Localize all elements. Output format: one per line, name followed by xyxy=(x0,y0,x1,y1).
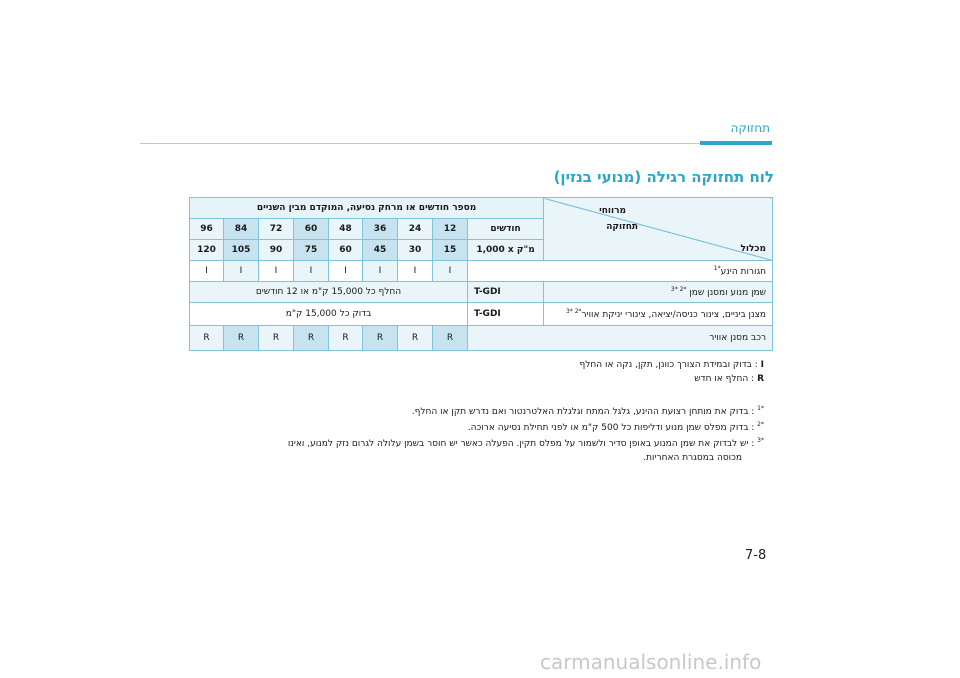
value-cell: R xyxy=(433,326,468,351)
table-header-row xyxy=(190,198,773,219)
value-cell: R xyxy=(294,326,329,351)
item-label-text: חגורות הינע xyxy=(720,267,767,277)
legend-item: I : בדוק ובמידת הצורך כוונן, תקן, נקה או החלף xyxy=(579,360,764,370)
footnote-mark: *2 *3 xyxy=(670,286,687,293)
interval-text: בדוק כל 15,000 ק"מ xyxy=(190,303,468,326)
footnote-text: בדוק את מותחן רצועת ההינע, גלגל המתח וגלגלת האלטרנטור ואם נדרש תקן או החלף. xyxy=(411,407,749,417)
watermark: carmanualsonline.info xyxy=(540,650,762,674)
item-label-text: מצנן ביניים, צינור כניסה/יציאה, צינורי יניקת אוויר xyxy=(581,310,767,320)
distance-cell: 90 xyxy=(259,240,294,261)
distance-label: 1,000 x מ"ק xyxy=(468,240,544,261)
footnote: $^{*1}$ : בדוק את מותחן רצועת ההינע, גלגל המתח וגלגלת האלטרנטור ואם נדרש תקן או החלף. xyxy=(411,405,764,417)
footnote-mark: *3 xyxy=(757,437,764,444)
distance-cell: 45 xyxy=(363,240,398,261)
months-cell: 96 xyxy=(190,219,224,240)
page-title: לוח תחזוקה רגילה (מנועי בנזין) xyxy=(553,168,774,186)
footnote: $^{*2}$ : בדוק מפלס שמן מנוע ודליפות כל 500 ק"מ או לפני תחילת נסיעה ארוכה. xyxy=(467,421,764,433)
value-cell: R xyxy=(190,326,224,351)
footnote-text: יש לבדוק את שמן המנוע באופן סדיר ולשמור על מפלס תקין. הפעלה כאשר יש חוסר בשמן עלולה לגרום נזק למנוע, ואינו xyxy=(287,439,749,449)
corner-cell xyxy=(544,198,773,261)
value-cell: R xyxy=(398,326,433,351)
legend-text: בדוק ובמידת הצורך כוונן, תקן, נקה או החלף xyxy=(579,360,752,370)
value-cell: R xyxy=(363,326,398,351)
distance-cell: 60 xyxy=(329,240,363,261)
months-cell: 48 xyxy=(329,219,363,240)
value-cell: R xyxy=(259,326,294,351)
footnote-continuation: מכוסה במסגרת האחריות. xyxy=(643,453,742,463)
distance-cell: 105 xyxy=(224,240,259,261)
item-label-text: שמן מנוע ומסנן שמן xyxy=(689,288,767,298)
months-label: חודשים xyxy=(468,219,544,240)
corner-bottom-label: מכלול xyxy=(740,244,767,254)
header-accent-bar xyxy=(700,141,772,145)
months-cell: 84 xyxy=(224,219,259,240)
months-cell: 12 xyxy=(433,219,468,240)
header-divider xyxy=(140,143,772,144)
legend xyxy=(580,360,764,388)
value-cell: I xyxy=(398,261,433,282)
value-cell: R xyxy=(224,326,259,351)
footnote-mark: *2 *3 xyxy=(565,308,582,315)
months-cell: 24 xyxy=(398,219,433,240)
interval-text: החלף כל 15,000 ק"מ או 12 חודשים xyxy=(190,282,468,303)
distance-cell: 120 xyxy=(190,240,224,261)
months-cell: 72 xyxy=(259,219,294,240)
engine-type: T-GDI xyxy=(468,303,544,326)
distance-cell: 15 xyxy=(433,240,468,261)
intercooler-row xyxy=(190,303,773,326)
page-number: 7-8 xyxy=(745,548,767,563)
distance-cell: 30 xyxy=(398,240,433,261)
footnotes xyxy=(288,405,764,467)
value-cell: I xyxy=(224,261,259,282)
footnote-mark: *2 xyxy=(757,421,764,428)
footnote-mark: *1 xyxy=(713,265,721,272)
header-span: מספר חודשים או מרחק נסיעה, המוקדם מבין השניים xyxy=(190,198,544,219)
corner-top-label: מרווחי xyxy=(599,206,627,216)
legend-text: החלף או חדש xyxy=(694,374,749,384)
item-label xyxy=(468,261,773,282)
maintenance-table xyxy=(189,197,773,351)
item-label: רכב מסנן אוויר xyxy=(468,326,773,351)
value-cell: I xyxy=(363,261,398,282)
legend-key: I xyxy=(760,360,764,370)
months-cell: 60 xyxy=(294,219,329,240)
corner-top-label-2: תחזוקה xyxy=(606,222,639,232)
engine-oil-row xyxy=(190,282,773,303)
legend-item: R : החלף או חדש xyxy=(694,374,764,384)
legend-key: R xyxy=(757,374,764,384)
item-label xyxy=(544,303,773,326)
value-cell: R xyxy=(329,326,363,351)
drive-belts-row xyxy=(190,261,773,282)
value-cell: I xyxy=(433,261,468,282)
value-cell: I xyxy=(294,261,329,282)
air-filter-row xyxy=(190,326,773,351)
months-cell: 36 xyxy=(363,219,398,240)
footnote-text: בדוק מפלס שמן מנוע ודליפות כל 500 ק"מ או לפני תחילת נסיעה ארוכה. xyxy=(467,423,749,433)
value-cell: I xyxy=(259,261,294,282)
value-cell: I xyxy=(190,261,224,282)
distance-cell: 75 xyxy=(294,240,329,261)
engine-type: T-GDI xyxy=(468,282,544,303)
value-cell: I xyxy=(329,261,363,282)
footnote-mark: *1 xyxy=(757,405,764,412)
section-label: תחזוקה xyxy=(730,121,770,135)
item-label xyxy=(544,282,773,303)
footnote: $^{*3}$ : יש לבדוק את שמן המנוע באופן סדיר ולשמור על מפלס תקין. הפעלה כאשר יש חוסר בשמן עלולה לגרום נזק למנוע, ואינו xyxy=(287,437,764,449)
